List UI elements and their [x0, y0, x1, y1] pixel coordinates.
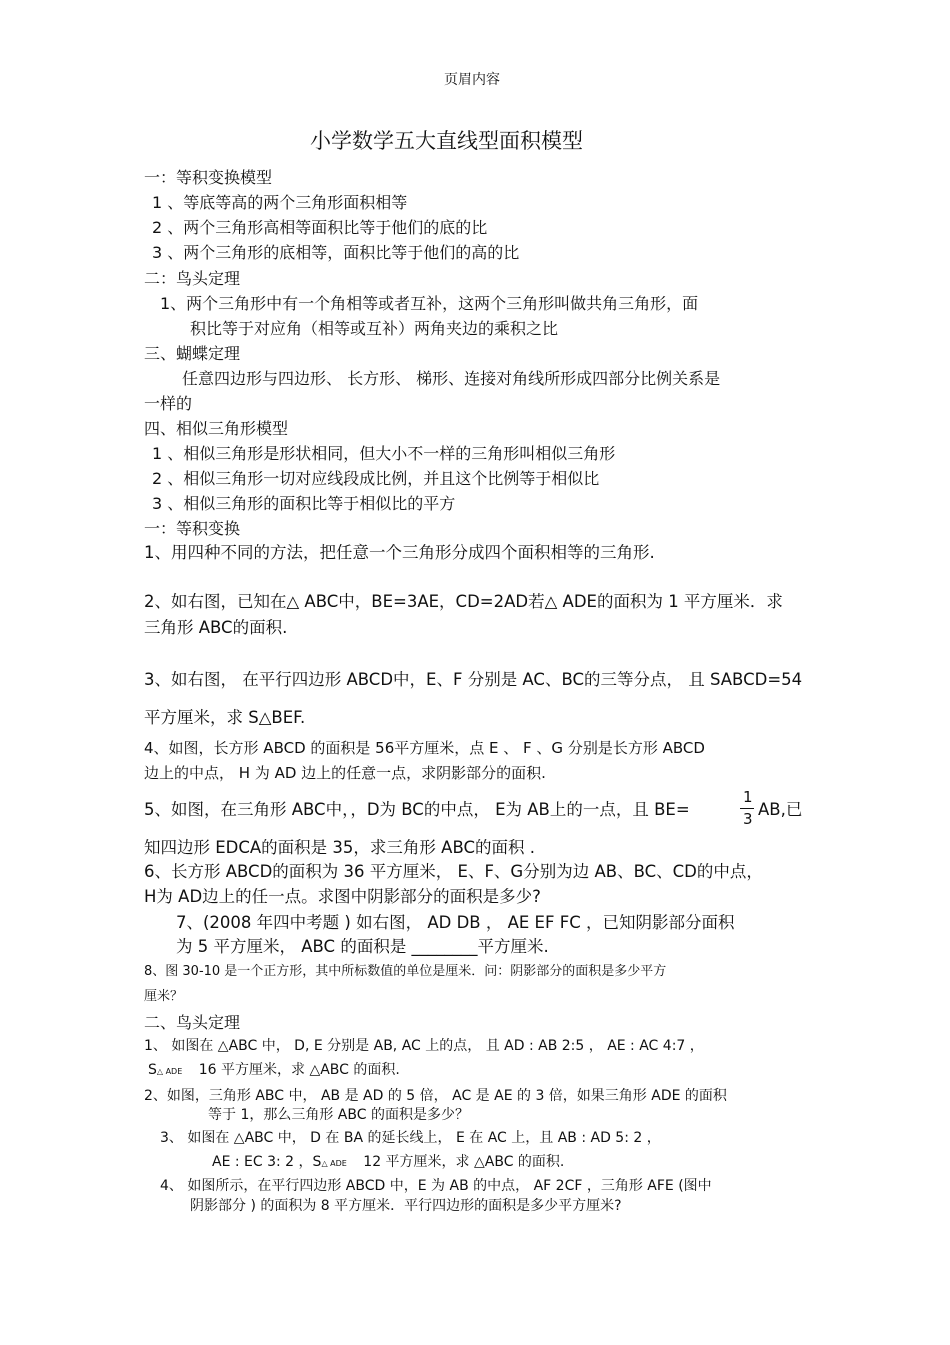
list-item: 3 、相似三角形的面积比等于相似比的平方 — [152, 494, 456, 513]
page-title: 小学数学五大直线型面积模型 — [310, 129, 583, 153]
problem-5-tail: AB,已 — [758, 800, 803, 819]
paragraph: 任意四边形与四边形、 长方形、 梯形、连接对角线所形成四部分比例关系是 — [182, 369, 721, 388]
bird-problem-2: 2、如图，三角形 ABC 中， AB 是 AD 的 5 倍， AC 是 AE 的 3 倍，如果三角形 ADE 的面积 — [144, 1088, 727, 1104]
area-symbol: S — [148, 1062, 157, 1078]
problem-2: 2、如右图，已知在△ ABC中，BE=3AE，CD=2AD若△ ADE的面积为 1 平方厘米．求 — [144, 592, 783, 611]
problem-2-continued: 三角形 ABC的面积. — [144, 618, 288, 637]
fraction-bar — [740, 808, 754, 809]
bird-problem-2-continued: 等于 1，那么三角形 ABC 的面积是多少？ — [208, 1107, 469, 1123]
section-heading: 四、相似三角形模型 — [144, 419, 289, 438]
problem-6-continued: H为 AD边上的任一点。求图中阴影部分的面积是多少? — [144, 887, 541, 906]
page-header: 页眉内容 — [444, 72, 500, 88]
section-heading: 二、鸟头定理 — [144, 1013, 241, 1032]
problem-6: 6、长方形 ABCD的面积为 36 平方厘米， E、F、G分别为边 AB、BC、CD的中点， — [144, 862, 763, 881]
list-item: 2 、两个三角形高相等面积比等于他们的底的比 — [152, 218, 488, 237]
problem-5-continued: 知四边形 EDCA的面积是 35，求三角形 ABC的面积 . — [144, 838, 535, 857]
problem-3-continued: 平方厘米，求 S△BEF. — [144, 708, 306, 727]
problem-1: 1、用四种不同的方法，把任意一个三角形分成四个面积相等的三角形. — [144, 543, 655, 562]
problem-5: 5、如图，在三角形 ABC中，，D为 BC的中点， E为 AB上的一点，且 BE= — [144, 800, 690, 819]
area-subscript: △ ADE — [321, 1159, 347, 1168]
problem-3: 3、如右图， 在平行四边形 ABCD中，E、F 分别是 AC、BC的三等分点， 且 SABCD=54 — [144, 670, 803, 689]
list-item: 2 、相似三角形一切对应线段成比例，并且这个比例等于相似比 — [152, 469, 600, 488]
list-item: 1、两个三角形中有一个角相等或者互补，这两个三角形叫做共角三角形，面 — [160, 294, 699, 313]
section-heading: 二：鸟头定理 — [144, 269, 241, 288]
list-item: 1 、相似三角形是形状相同，但大小不一样的三角形叫相似三角形 — [152, 444, 616, 463]
bird-problem-1-continued — [148, 1063, 400, 1077]
problem-7: 7、(2008 年四中考题 ) 如右图， AD DB ， AE EF FC ，已知阴影部分面积 — [176, 913, 735, 932]
fraction-denominator: 3 — [743, 810, 753, 828]
bird-problem-3: 3、 如图在 △ABC 中， D 在 BA 的延长线上， E 在 AC 上，且 AB : AD 5: 2 ， — [160, 1130, 661, 1146]
paragraph-continued: 一样的 — [144, 394, 193, 413]
bird-problem-4-continued: 阴影部分 ) 的面积为 8 平方厘米．平行四边形的面积是多少平方厘米? — [190, 1198, 622, 1214]
fraction-one-third — [740, 790, 754, 830]
ratio-text: AE : EC 3: 2 ，S — [212, 1154, 322, 1170]
list-item-continued: 积比等于对应角（相等或互补）两角夹边的乘积之比 — [190, 319, 559, 338]
bird-problem-3-text: 12 平方厘米，求 △ABC 的面积. — [363, 1154, 565, 1170]
area-subscript: △ ADE — [156, 1067, 183, 1076]
section-heading: 三、蝴蝶定理 — [144, 344, 241, 363]
problem-8-continued: 厘米？ — [144, 989, 184, 1004]
list-item: 1 、等底等高的两个三角形面积相等 — [152, 193, 408, 212]
section-heading: 一：等积变换 — [144, 519, 241, 538]
problem-4-continued: 边上的中点， H 为 AD 边上的任意一点，求阴影部分的面积. — [144, 764, 546, 782]
problem-7-continued: 为 5 平方厘米， ABC 的面积是 ________平方厘米. — [176, 937, 549, 956]
bird-problem-1: 1、 如图在 △ABC 中， D, E 分别是 AB, AC 上的点， 且 AD : AB 2:5 ， AE : AC 4:7 ， — [144, 1038, 704, 1054]
bird-problem-3-continued — [212, 1155, 564, 1169]
fraction-numerator: 1 — [743, 788, 753, 806]
section-heading: 一：等积变换模型 — [144, 168, 273, 187]
problem-4: 4、如图，长方形 ABCD 的面积是 56平方厘米，点 E 、 F 、G 分别是长方形 ABCD — [144, 739, 705, 757]
problem-8: 8、图 30-10 是一个正方形，其中所标数值的单位是厘米．问：阴影部分的面积是多少平方 — [144, 964, 667, 979]
list-item: 3 、两个三角形的底相等，面积比等于他们的高的比 — [152, 243, 520, 262]
bird-problem-4: 4、 如图所示，在平行四边形 ABCD 中，E 为 AB 的中点， AF 2CF ，三角形 AFE (图中 — [160, 1178, 712, 1194]
bird-problem-1-text: 16 平方厘米，求 △ABC 的面积. — [198, 1062, 400, 1078]
